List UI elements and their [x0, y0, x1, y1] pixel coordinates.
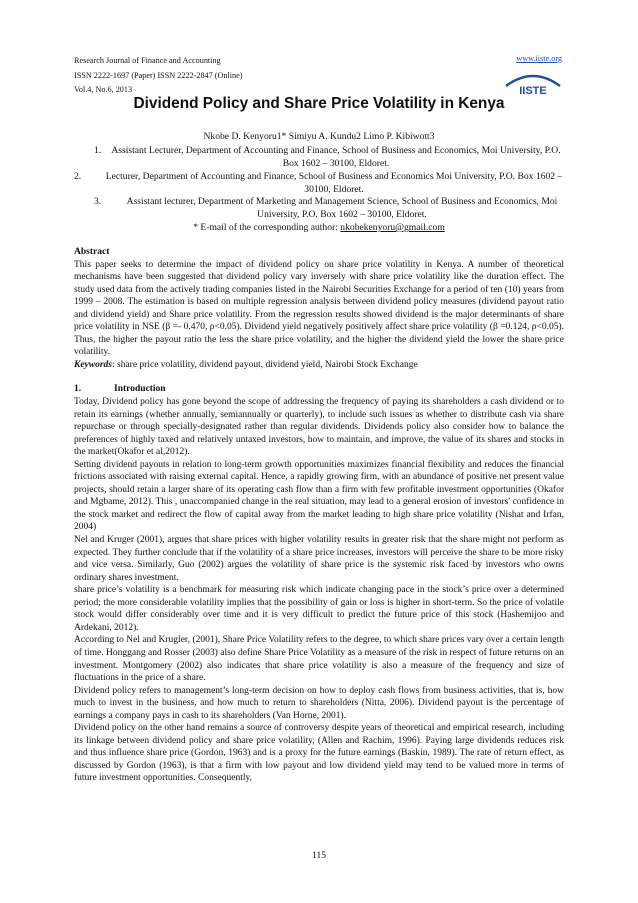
- keywords-line: [74, 359, 564, 372]
- affiliation-3: [74, 196, 564, 221]
- section-heading: [74, 383, 564, 396]
- corresponding-email: [0, 222, 638, 233]
- abstract-text: This paper seeks to determine the impact of dividend policy on share price volatility in Kenya. A number of theoretical mechanisms have been suggested that dividend policy vary inversely with share price volatility like the duration effect. The study used data from the actively trading companies listed in the Nairobi Securities Exchange for a period of ten (10) years from 1999 – 2008. The estimation is based on multiple regression analysis between dividend policy measures (dividend payout ratio and dividend yield) and Share price volatility. From the regression results showed dividend is the major determinants of share price volatility in NSE (β =- 0.470, ρ<0.05). Dividend yield negatively positively affect share price volatility (β =0.124, ρ<0.05). Thus, the higher the payout ratio the less the share price volatility, and the higher the dividend yield the lower the share price volatility.: [74, 259, 564, 358]
- affiliation-1: [74, 145, 564, 170]
- paragraph: According to Nel and Krugler, (2001), Share Price Volatility refers to the degree, to which share prices vary over a certain length of time. Honggang and Rosser (2003) also define Share Price Volatility as a measure of the risk in respect of future returns on an investment. Montgomery (2002) also indicates that share price volatility is also a measure of the frequency and size of fluctuations in the price of a share.: [74, 635, 564, 684]
- journal-issn: ISSN 2222-1697 (Paper) ISSN 2222-2847 (Online): [74, 70, 243, 80]
- abstract-heading: Abstract: [74, 247, 110, 257]
- author-list: Nkobe D. Kenyoru1* Simiyu A. Kundu2 Limo P. Kibiwott3: [203, 131, 435, 142]
- affiliation-text: Lecturer, Department of Accounting and Finance, School of Business and Economics Moi University, P.O. Box 1602 – 30100, Eldoret.: [105, 171, 563, 195]
- affiliation-number: 1.: [94, 145, 102, 156]
- paragraph: Dividend policy refers to management’s long-term decision on how to deploy cash flows from business activities, that is, how much to invest in the business, and how much to return to shareholders (Nitta, 2006). Dividend payout is the percentage of earnings a company pays in cash to its shareholders (Van Horne, 2001).: [74, 685, 564, 721]
- paragraph: Today, Dividend policy has gone beyond the scope of addressing the frequency of paying its shareholders a cash dividend or to retain its earnings (whether annually, semiannually or quarterly), to include such issues as whether to distribute cash via share repurchase or through specially-designated rather than regular dividends. Dividends policy also consider how to balance the preferences of highly taxed and relatively untaxed investors, how to maintain, and improve, the value of its shares and stocks in the market(Okafor et al,2012).: [74, 397, 564, 458]
- section-title: Introduction: [114, 384, 166, 395]
- affiliation-number: 3.: [94, 196, 102, 207]
- affiliation-2: [74, 171, 564, 196]
- keywords-text: : share price volatility, dividend payout, dividend yield, Nairobi Stock Exchange: [112, 359, 418, 370]
- affiliation-text: Assistant Lecturer, Department of Accounting and Finance, School of Business and Economics, Moi University, P.O. Box 1602 – 30100, Eldoret.: [111, 145, 561, 169]
- paragraph: Nel and Kruger (2001), argues that share prices with higher volatility results in greater risk that the share might not perform as expected. They further conclude that if the volatility of a share price increases, investors will perceive the share to be more risky and vice versa. Similarly, Guo (2002) argues the volatility of share price is the systemic risk faced by investors who owns ordinary shares investment.: [74, 535, 564, 583]
- paragraph: share price’s volatility is a benchmark for measuring risk which indicate changing pace in the stock’s price over a determined period; the more considerable volatility implies that the possibility of gain or loss is higher in short-term. So the price of volatile stock would differ considerably over time and it is very difficult to predict the future price of this stock (Hashemijoo and Ardekani, 2012).: [74, 585, 564, 633]
- paper-body: [74, 246, 564, 785]
- journal-volume: Vol.4, No.6, 2013: [74, 85, 133, 94]
- iiste-logo-text: IISTE: [519, 85, 547, 96]
- journal-name: Research Journal of Finance and Accounting: [74, 56, 221, 65]
- paper-title: Dividend Policy and Share Price Volatility in Kenya: [133, 95, 505, 112]
- email-label: * E-mail of the corresponding author:: [193, 222, 338, 233]
- affiliation-number: 2.: [74, 171, 82, 182]
- paragraph: Dividend policy on the other hand remains a source of controversy despite years of theoretical and empirical research, including its linkage between dividend policy and share price volatility, (Allen and Rachim, 1996). Paying large dividends reduces risk and thus influence share price (Gordon, 1963) and is a proxy for the future earnings (Baskin, 1989). The rate of return effect, as discussed by Gordon (1963), is that a firm with low payout and low dividend yield may tend to be valued more in terms of future investment opportunities. Consequently,: [74, 723, 564, 784]
- paragraph: Setting dividend payouts in relation to long-term growth opportunities maximizes financial flexibility and reduces the financial frictions associated with raising external capital. Hence, a rapidly growing firm, with an abundance of positive net present value projects, should retain a larger share of its operating cash flow than a firm with few profitable investment opportunities (Okafor and Mgbame, 2012). This , unaccompanied change in the real situation, may lead to a general erosion of investors' confidence in the stock market and redirect the flow of capital away from the market leading to high share price volatility (Nishat and Irfan, 2004): [74, 459, 564, 533]
- journal-url-link[interactable]: www.iiste.org: [516, 54, 562, 63]
- email-link[interactable]: nkobekenyoru@gmail.com: [340, 222, 445, 233]
- iiste-logo: [504, 70, 562, 96]
- page-number: 115: [312, 851, 326, 861]
- keywords-label: Keywords: [74, 359, 112, 370]
- affiliation-text: Assistant lecturer, Department of Marketing and Management Science, School of Business and Economics, Moi University, P.O. Box 1602 – 30100, Eldoret.: [126, 196, 558, 220]
- section-number: 1.: [74, 384, 82, 395]
- journal-header: [74, 54, 243, 98]
